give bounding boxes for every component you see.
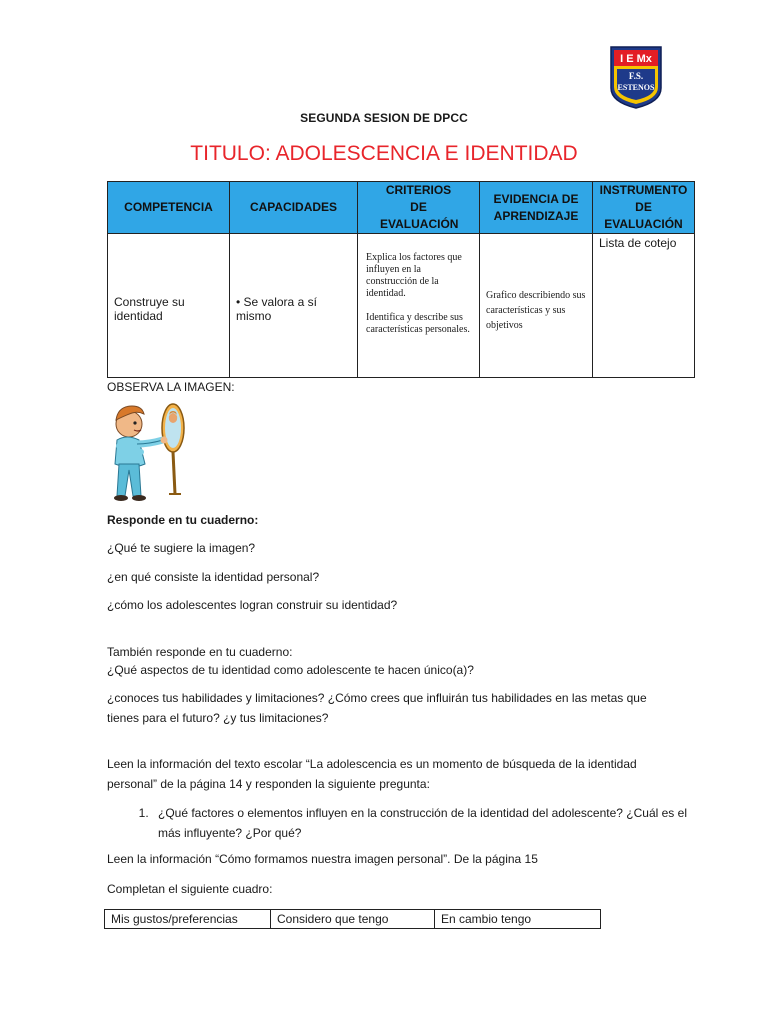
header-capacidades: CAPACIDADES <box>230 182 358 234</box>
evidencia-text: Grafico describiendo sus características y sus objetivos <box>486 290 586 331</box>
table-row <box>105 910 601 929</box>
boy-mirror-illustration <box>107 396 193 508</box>
competencia-text: Construye su identidad <box>114 294 185 323</box>
observe-label: OBSERVA LA IMAGEN: <box>107 380 235 394</box>
preferences-table <box>104 909 601 929</box>
question-2: ¿en qué consiste la identidad personal? <box>107 570 320 584</box>
pref-cell-considero: Considero que tengo <box>271 910 435 929</box>
page-title: TITULO: ADOLESCENCIA E IDENTIDAD <box>190 142 578 165</box>
session-heading: SEGUNDA SESION DE DPCC <box>300 111 468 125</box>
complete-label: Completan el siguiente cuadro: <box>107 882 273 896</box>
criterios-list <box>358 234 479 336</box>
instrumento-text: Lista de cotejo <box>599 236 677 250</box>
question-3: ¿cómo los adolescentes logran construir su identidad? <box>107 598 398 612</box>
pref-cell-gustos: Mis gustos/preferencias <box>105 910 271 929</box>
question-1: ¿Qué te sugiere la imagen? <box>107 541 256 555</box>
competencies-table <box>107 181 695 378</box>
question-5: ¿conoces tus habilidades y limitaciones? ¿Cómo crees que influirán tus habilidades en las metas que tienes para el futuro? ¿y tus limitaciones? <box>107 691 647 725</box>
numbered-questions <box>107 803 712 843</box>
svg-text:I E Mx: I E Mx <box>620 53 652 65</box>
respond-heading-2: También responde en tu cuaderno: <box>107 645 293 659</box>
criterio-1: Explica los factores que influyen en la construcción de la identidad. <box>366 252 462 299</box>
header-criterios: CRITERIOS DE EVALUACIÓN <box>358 182 480 234</box>
cell-competencia <box>108 234 230 378</box>
reading-instruction-1: Leen la información del texto escolar “La adolescencia es un momento de búsqueda de la identidad personal” de la página 14 y responden la siguiente pregunta: <box>107 757 637 791</box>
reading-instruction-2: Leen la información “Cómo formamos nuestra imagen personal”. De la página 15 <box>107 852 538 866</box>
boy-looking-in-mirror-icon <box>107 396 193 508</box>
school-crest-logo <box>608 44 664 110</box>
header-instrumento: INSTRUMENTO DE EVALUACIÓN <box>593 182 695 234</box>
table-header-row <box>108 182 695 234</box>
header-evidencia: EVIDENCIA DE APRENDIZAJE <box>480 182 593 234</box>
pref-cell-cambio: En cambio tengo <box>435 910 601 929</box>
cell-instrumento <box>593 234 695 378</box>
numbered-question-1: 1. ¿Qué factores o elementos influyen en la construcción de la identidad del adolescente? ¿Cuál es el más influyente? ¿Por qué? <box>152 803 712 843</box>
svg-text:F.S.: F.S. <box>628 71 644 81</box>
table-row <box>108 234 695 378</box>
criterio-2: Identifica y describe sus características personales. <box>366 312 470 335</box>
school-crest-icon <box>608 44 664 110</box>
cell-capacidades <box>230 234 358 378</box>
svg-text:ESTENOS: ESTENOS <box>617 83 655 92</box>
respond-heading: Responde en tu cuaderno: <box>107 513 259 527</box>
cell-criterios <box>358 234 480 378</box>
question-4: ¿Qué aspectos de tu identidad como adolescente te hacen único(a)? <box>107 663 474 677</box>
cell-evidencia <box>480 234 593 378</box>
header-competencia: COMPETENCIA <box>108 182 230 234</box>
capacidades-text: • Se valora a sí mismo <box>236 294 317 323</box>
